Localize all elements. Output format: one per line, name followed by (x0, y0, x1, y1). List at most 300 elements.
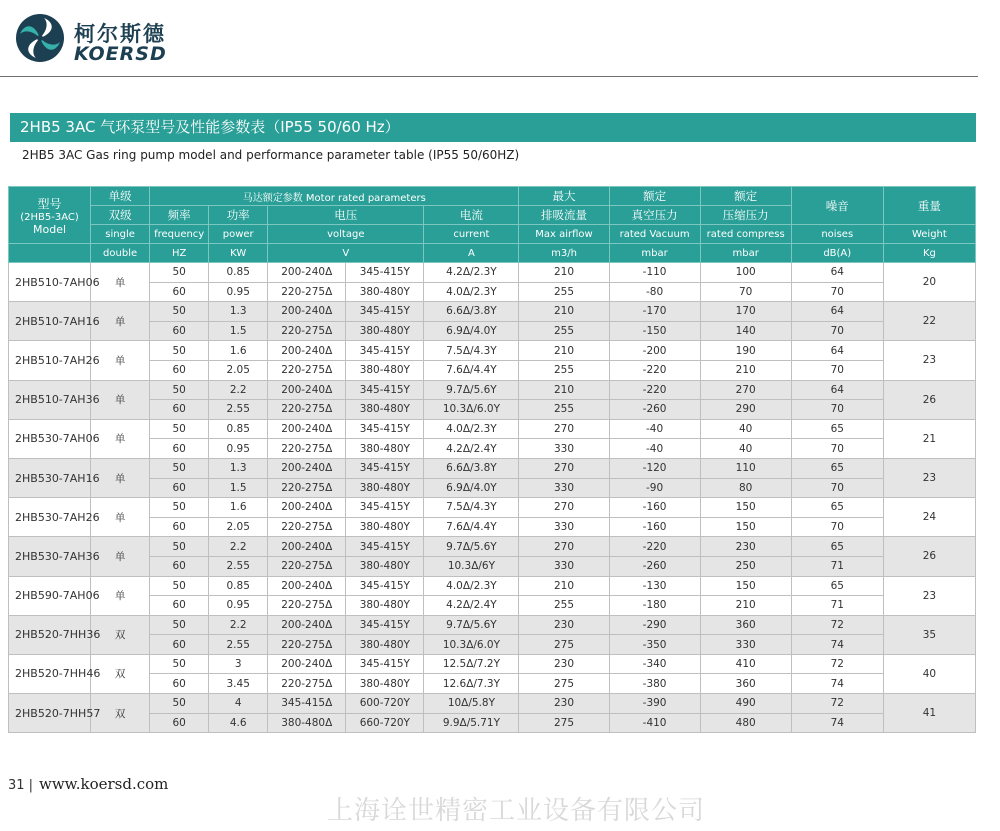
stage-cell: 单 (91, 263, 150, 302)
voltage-star-cell: 380-480Y (346, 321, 424, 341)
airflow-cell: 255 (519, 321, 609, 341)
weight-cell: 20 (883, 263, 975, 302)
airflow-cell: 275 (519, 713, 609, 733)
voltage-star-cell: 345-415Y (346, 458, 424, 478)
compress-cell: 110 (700, 458, 791, 478)
voltage-delta-cell: 200-240Δ (268, 498, 346, 518)
airflow-cell: 210 (519, 380, 609, 400)
table-subtitle: 2HB5 3AC Gas ring pump model and performance parameter table (IP55 50/60HZ) (22, 148, 520, 162)
compress-cell: 150 (700, 498, 791, 518)
compress-cell: 190 (700, 341, 791, 361)
table-row (9, 400, 976, 420)
koersd-logo-icon (12, 10, 68, 66)
airflow-cell: 270 (519, 458, 609, 478)
header-power-unit: KW (209, 244, 268, 263)
header-weight-unit: Kg (883, 244, 975, 263)
noise-cell: 64 (791, 263, 883, 283)
current-cell: 7.6Δ/4.4Y (424, 517, 519, 537)
voltage-star-cell: 380-480Y (346, 360, 424, 380)
power-cell: 4.6 (209, 713, 268, 733)
current-cell: 7.5Δ/4.3Y (424, 498, 519, 518)
voltage-delta-cell: 200-240Δ (268, 654, 346, 674)
airflow-cell: 255 (519, 596, 609, 616)
header-airflow-unit: m3/h (519, 244, 609, 263)
model-cell: 2HB530-7AH16 (9, 458, 91, 497)
table-row (9, 537, 976, 557)
model-cell: 2HB530-7AH36 (9, 537, 91, 576)
voltage-star-cell: 345-415Y (346, 654, 424, 674)
current-cell: 10.3Δ/6Y (424, 556, 519, 576)
weight-cell: 23 (883, 458, 975, 497)
current-cell: 9.7Δ/5.6Y (424, 380, 519, 400)
airflow-cell: 330 (519, 439, 609, 459)
noise-cell: 72 (791, 654, 883, 674)
current-cell: 6.6Δ/3.8Y (424, 458, 519, 478)
current-cell: 6.6Δ/3.8Y (424, 302, 519, 322)
noise-cell: 65 (791, 576, 883, 596)
vacuum-cell: -260 (609, 400, 700, 420)
voltage-star-cell: 345-415Y (346, 380, 424, 400)
compress-cell: 230 (700, 537, 791, 557)
power-cell: 3 (209, 654, 268, 674)
frequency-cell: 50 (150, 302, 209, 322)
header-current-cn: 电流 (424, 206, 519, 225)
current-cell: 9.7Δ/5.6Y (424, 537, 519, 557)
table-row (9, 478, 976, 498)
voltage-delta-cell: 200-240Δ (268, 537, 346, 557)
model-cell: 2HB510-7AH26 (9, 341, 91, 380)
header-model-blank (9, 244, 91, 263)
power-cell: 2.2 (209, 537, 268, 557)
current-cell: 4.2Δ/2.3Y (424, 263, 519, 283)
current-cell: 6.9Δ/4.0Y (424, 321, 519, 341)
header-single-en: single (91, 225, 150, 244)
vacuum-cell: -350 (609, 635, 700, 655)
vacuum-cell: -110 (609, 263, 700, 283)
brand-logo (12, 10, 167, 66)
current-cell: 7.6Δ/4.4Y (424, 360, 519, 380)
compress-cell: 210 (700, 360, 791, 380)
voltage-delta-cell: 220-275Δ (268, 556, 346, 576)
header-single-cn: 单级 (91, 187, 150, 206)
voltage-star-cell: 345-415Y (346, 615, 424, 635)
table-row (9, 576, 976, 596)
voltage-delta-cell: 220-275Δ (268, 282, 346, 302)
header-divider (0, 76, 978, 77)
current-cell: 6.9Δ/4.0Y (424, 478, 519, 498)
power-cell: 0.85 (209, 419, 268, 439)
vacuum-cell: -160 (609, 498, 700, 518)
voltage-delta-cell: 200-240Δ (268, 302, 346, 322)
spec-table (8, 186, 976, 733)
vacuum-cell: -410 (609, 713, 700, 733)
model-cell: 2HB530-7AH26 (9, 498, 91, 537)
noise-cell: 72 (791, 694, 883, 714)
voltage-delta-cell: 200-240Δ (268, 458, 346, 478)
compress-cell: 330 (700, 635, 791, 655)
table-row (9, 713, 976, 733)
vacuum-cell: -80 (609, 282, 700, 302)
header-vacuum-unit: mbar (609, 244, 700, 263)
voltage-star-cell: 380-480Y (346, 478, 424, 498)
stage-cell: 双 (91, 654, 150, 693)
voltage-star-cell: 660-720Y (346, 713, 424, 733)
frequency-cell: 60 (150, 439, 209, 459)
table-row (9, 380, 976, 400)
vacuum-cell: -120 (609, 458, 700, 478)
noise-cell: 70 (791, 517, 883, 537)
noise-cell: 65 (791, 419, 883, 439)
current-cell: 10.3Δ/6.0Y (424, 635, 519, 655)
header-airflow-cn2: 排吸流量 (519, 206, 609, 225)
voltage-star-cell: 380-480Y (346, 556, 424, 576)
power-cell: 1.3 (209, 458, 268, 478)
power-cell: 2.55 (209, 400, 268, 420)
voltage-delta-cell: 200-240Δ (268, 615, 346, 635)
model-cell: 2HB520-7HH57 (9, 694, 91, 733)
frequency-cell: 50 (150, 694, 209, 714)
voltage-delta-cell: 345-415Δ (268, 694, 346, 714)
voltage-star-cell: 380-480Y (346, 596, 424, 616)
current-cell: 12.5Δ/7.2Y (424, 654, 519, 674)
airflow-cell: 230 (519, 615, 609, 635)
voltage-delta-cell: 220-275Δ (268, 478, 346, 498)
voltage-star-cell: 345-415Y (346, 302, 424, 322)
vacuum-cell: -150 (609, 321, 700, 341)
frequency-cell: 50 (150, 263, 209, 283)
voltage-star-cell: 380-480Y (346, 400, 424, 420)
airflow-cell: 270 (519, 537, 609, 557)
vacuum-cell: -40 (609, 439, 700, 459)
vacuum-cell: -290 (609, 615, 700, 635)
header-motor-group: 马达额定参数 Motor rated parameters (150, 187, 519, 206)
header-double-cn: 双级 (91, 206, 150, 225)
header-double-en: double (91, 244, 150, 263)
airflow-cell: 210 (519, 302, 609, 322)
vacuum-cell: -130 (609, 576, 700, 596)
website-url: www.koersd.com (39, 775, 169, 793)
header-weight-en: Weight (883, 225, 975, 244)
voltage-delta-cell: 200-240Δ (268, 263, 346, 283)
voltage-delta-cell: 220-275Δ (268, 439, 346, 459)
noise-cell: 64 (791, 302, 883, 322)
header-model-en: Model (33, 222, 67, 236)
table-row (9, 360, 976, 380)
compress-cell: 150 (700, 576, 791, 596)
compress-cell: 70 (700, 282, 791, 302)
frequency-cell: 60 (150, 321, 209, 341)
table-row (9, 341, 976, 361)
header-airflow-en: Max airflow (519, 225, 609, 244)
voltage-delta-cell: 200-240Δ (268, 380, 346, 400)
company-name: 上海诠世精密工业设备有限公司 (326, 796, 705, 826)
weight-cell: 22 (883, 302, 975, 341)
header-current-en: current (424, 225, 519, 244)
model-cell: 2HB510-7AH06 (9, 263, 91, 302)
header-voltage-en: voltage (268, 225, 424, 244)
brand-name-en: KOERSD (74, 43, 167, 65)
vacuum-cell: -40 (609, 419, 700, 439)
weight-cell: 41 (883, 694, 975, 733)
current-cell: 4.2Δ/2.4Y (424, 596, 519, 616)
header-freq-unit: HZ (150, 244, 209, 263)
header-noise-cn: 噪音 (791, 187, 883, 225)
weight-cell: 35 (883, 615, 975, 654)
vacuum-cell: -90 (609, 478, 700, 498)
voltage-star-cell: 345-415Y (346, 419, 424, 439)
power-cell: 2.2 (209, 615, 268, 635)
power-cell: 2.55 (209, 635, 268, 655)
noise-cell: 71 (791, 596, 883, 616)
noise-cell: 70 (791, 439, 883, 459)
frequency-cell: 50 (150, 380, 209, 400)
voltage-delta-cell: 220-275Δ (268, 635, 346, 655)
compress-cell: 40 (700, 439, 791, 459)
header-airflow-cn1: 最大 (519, 187, 609, 206)
power-cell: 0.95 (209, 282, 268, 302)
stage-cell: 单 (91, 537, 150, 576)
voltage-star-cell: 600-720Y (346, 694, 424, 714)
header-model (9, 187, 91, 244)
stage-cell: 单 (91, 341, 150, 380)
current-cell: 4.0Δ/2.3Y (424, 576, 519, 596)
compress-cell: 140 (700, 321, 791, 341)
model-cell: 2HB510-7AH36 (9, 380, 91, 419)
header-noise-unit: dB(A) (791, 244, 883, 263)
header-model-sub: (2HB5-3AC) (20, 211, 79, 223)
compress-cell: 150 (700, 517, 791, 537)
table-row (9, 321, 976, 341)
compress-cell: 210 (700, 596, 791, 616)
noise-cell: 74 (791, 635, 883, 655)
compress-cell: 290 (700, 400, 791, 420)
power-cell: 1.6 (209, 498, 268, 518)
model-cell: 2HB510-7AH16 (9, 302, 91, 341)
table-row (9, 556, 976, 576)
power-cell: 2.55 (209, 556, 268, 576)
voltage-star-cell: 345-415Y (346, 341, 424, 361)
noise-cell: 70 (791, 478, 883, 498)
noise-cell: 70 (791, 321, 883, 341)
vacuum-cell: -170 (609, 302, 700, 322)
voltage-star-cell: 345-415Y (346, 263, 424, 283)
header-freq-en: frequency (150, 225, 209, 244)
frequency-cell: 60 (150, 596, 209, 616)
header-vacuum-cn1: 额定 (609, 187, 700, 206)
power-cell: 2.2 (209, 380, 268, 400)
compress-cell: 100 (700, 263, 791, 283)
table-row (9, 263, 976, 283)
airflow-cell: 230 (519, 654, 609, 674)
voltage-delta-cell: 220-275Δ (268, 360, 346, 380)
table-row (9, 302, 976, 322)
vacuum-cell: -390 (609, 694, 700, 714)
current-cell: 10Δ/5.8Y (424, 694, 519, 714)
header-vacuum-cn2: 真空压力 (609, 206, 700, 225)
compress-cell: 250 (700, 556, 791, 576)
table-row (9, 596, 976, 616)
compress-cell: 490 (700, 694, 791, 714)
noise-cell: 64 (791, 380, 883, 400)
weight-cell: 26 (883, 537, 975, 576)
airflow-cell: 210 (519, 576, 609, 596)
current-cell: 7.5Δ/4.3Y (424, 341, 519, 361)
power-cell: 1.3 (209, 302, 268, 322)
noise-cell: 74 (791, 674, 883, 694)
table-row (9, 282, 976, 302)
airflow-cell: 255 (519, 360, 609, 380)
airflow-cell: 255 (519, 400, 609, 420)
noise-cell: 65 (791, 458, 883, 478)
power-cell: 1.5 (209, 321, 268, 341)
current-cell: 9.7Δ/5.6Y (424, 615, 519, 635)
stage-cell: 双 (91, 694, 150, 733)
frequency-cell: 60 (150, 674, 209, 694)
voltage-delta-cell: 220-275Δ (268, 400, 346, 420)
weight-cell: 40 (883, 654, 975, 693)
stage-cell: 单 (91, 380, 150, 419)
frequency-cell: 60 (150, 282, 209, 302)
voltage-delta-cell: 220-275Δ (268, 596, 346, 616)
page-number: 31 | (8, 778, 34, 793)
power-cell: 1.5 (209, 478, 268, 498)
header-weight-cn: 重量 (883, 187, 975, 225)
table-row (9, 674, 976, 694)
compress-cell: 410 (700, 654, 791, 674)
noise-cell: 70 (791, 360, 883, 380)
header-compress-unit: mbar (700, 244, 791, 263)
header-compress-cn2: 压缩压力 (700, 206, 791, 225)
frequency-cell: 60 (150, 360, 209, 380)
model-cell: 2HB520-7HH36 (9, 615, 91, 654)
header-noise-en: noises (791, 225, 883, 244)
weight-cell: 21 (883, 419, 975, 458)
voltage-star-cell: 345-415Y (346, 537, 424, 557)
compress-cell: 360 (700, 615, 791, 635)
airflow-cell: 330 (519, 556, 609, 576)
header-power-cn: 功率 (209, 206, 268, 225)
model-cell: 2HB590-7AH06 (9, 576, 91, 615)
model-cell: 2HB520-7HH46 (9, 654, 91, 693)
voltage-delta-cell: 220-275Δ (268, 321, 346, 341)
vacuum-cell: -160 (609, 517, 700, 537)
frequency-cell: 50 (150, 537, 209, 557)
power-cell: 2.05 (209, 360, 268, 380)
frequency-cell: 50 (150, 458, 209, 478)
airflow-cell: 330 (519, 478, 609, 498)
compress-cell: 360 (700, 674, 791, 694)
airflow-cell: 275 (519, 674, 609, 694)
header-power-en: power (209, 225, 268, 244)
noise-cell: 65 (791, 537, 883, 557)
voltage-star-cell: 380-480Y (346, 282, 424, 302)
vacuum-cell: -200 (609, 341, 700, 361)
current-cell: 9.9Δ/5.71Y (424, 713, 519, 733)
power-cell: 1.6 (209, 341, 268, 361)
voltage-star-cell: 380-480Y (346, 674, 424, 694)
voltage-star-cell: 380-480Y (346, 635, 424, 655)
header-model-cn: 型号 (37, 196, 62, 211)
table-title: 2HB5 3AC 气环泵型号及性能参数表（IP55 50/60 Hz） (10, 113, 976, 142)
voltage-star-cell: 380-480Y (346, 517, 424, 537)
power-cell: 4 (209, 694, 268, 714)
weight-cell: 23 (883, 576, 975, 615)
stage-cell: 单 (91, 458, 150, 497)
noise-cell: 70 (791, 400, 883, 420)
vacuum-cell: -220 (609, 537, 700, 557)
frequency-cell: 60 (150, 713, 209, 733)
noise-cell: 70 (791, 282, 883, 302)
vacuum-cell: -260 (609, 556, 700, 576)
table-row (9, 615, 976, 635)
header-freq-cn: 频率 (150, 206, 209, 225)
airflow-cell: 330 (519, 517, 609, 537)
compress-cell: 80 (700, 478, 791, 498)
voltage-star-cell: 345-415Y (346, 576, 424, 596)
voltage-delta-cell: 220-275Δ (268, 674, 346, 694)
compress-cell: 270 (700, 380, 791, 400)
header-voltage-cn: 电压 (268, 206, 424, 225)
stage-cell: 单 (91, 419, 150, 458)
airflow-cell: 210 (519, 263, 609, 283)
compress-cell: 40 (700, 419, 791, 439)
compress-cell: 170 (700, 302, 791, 322)
stage-cell: 单 (91, 498, 150, 537)
noise-cell: 74 (791, 713, 883, 733)
table-row (9, 635, 976, 655)
airflow-cell: 270 (519, 419, 609, 439)
spec-table-body (9, 263, 976, 733)
vacuum-cell: -180 (609, 596, 700, 616)
airflow-cell: 230 (519, 694, 609, 714)
vacuum-cell: -380 (609, 674, 700, 694)
power-cell: 2.05 (209, 517, 268, 537)
stage-cell: 双 (91, 615, 150, 654)
frequency-cell: 50 (150, 341, 209, 361)
noise-cell: 65 (791, 498, 883, 518)
table-row (9, 694, 976, 714)
voltage-delta-cell: 200-240Δ (268, 341, 346, 361)
current-cell: 12.6Δ/7.3Y (424, 674, 519, 694)
power-cell: 0.95 (209, 439, 268, 459)
power-cell: 3.45 (209, 674, 268, 694)
current-cell: 4.2Δ/2.4Y (424, 439, 519, 459)
weight-cell: 23 (883, 341, 975, 380)
airflow-cell: 270 (519, 498, 609, 518)
voltage-delta-cell: 200-240Δ (268, 576, 346, 596)
current-cell: 4.0Δ/2.3Y (424, 419, 519, 439)
stage-cell: 单 (91, 302, 150, 341)
vacuum-cell: -340 (609, 654, 700, 674)
frequency-cell: 50 (150, 498, 209, 518)
header-compress-cn1: 额定 (700, 187, 791, 206)
power-cell: 0.95 (209, 596, 268, 616)
current-cell: 10.3Δ/6.0Y (424, 400, 519, 420)
compress-cell: 480 (700, 713, 791, 733)
header-compress-en: rated compress (700, 225, 791, 244)
brand-name-cn: 柯尔斯德 (74, 21, 166, 46)
frequency-cell: 60 (150, 478, 209, 498)
noise-cell: 72 (791, 615, 883, 635)
weight-cell: 26 (883, 380, 975, 419)
vacuum-cell: -220 (609, 360, 700, 380)
header-vacuum-en: rated Vacuum (609, 225, 700, 244)
header-current-unit: A (424, 244, 519, 263)
voltage-delta-cell: 220-275Δ (268, 517, 346, 537)
frequency-cell: 60 (150, 556, 209, 576)
voltage-delta-cell: 200-240Δ (268, 419, 346, 439)
current-cell: 4.0Δ/2.3Y (424, 282, 519, 302)
